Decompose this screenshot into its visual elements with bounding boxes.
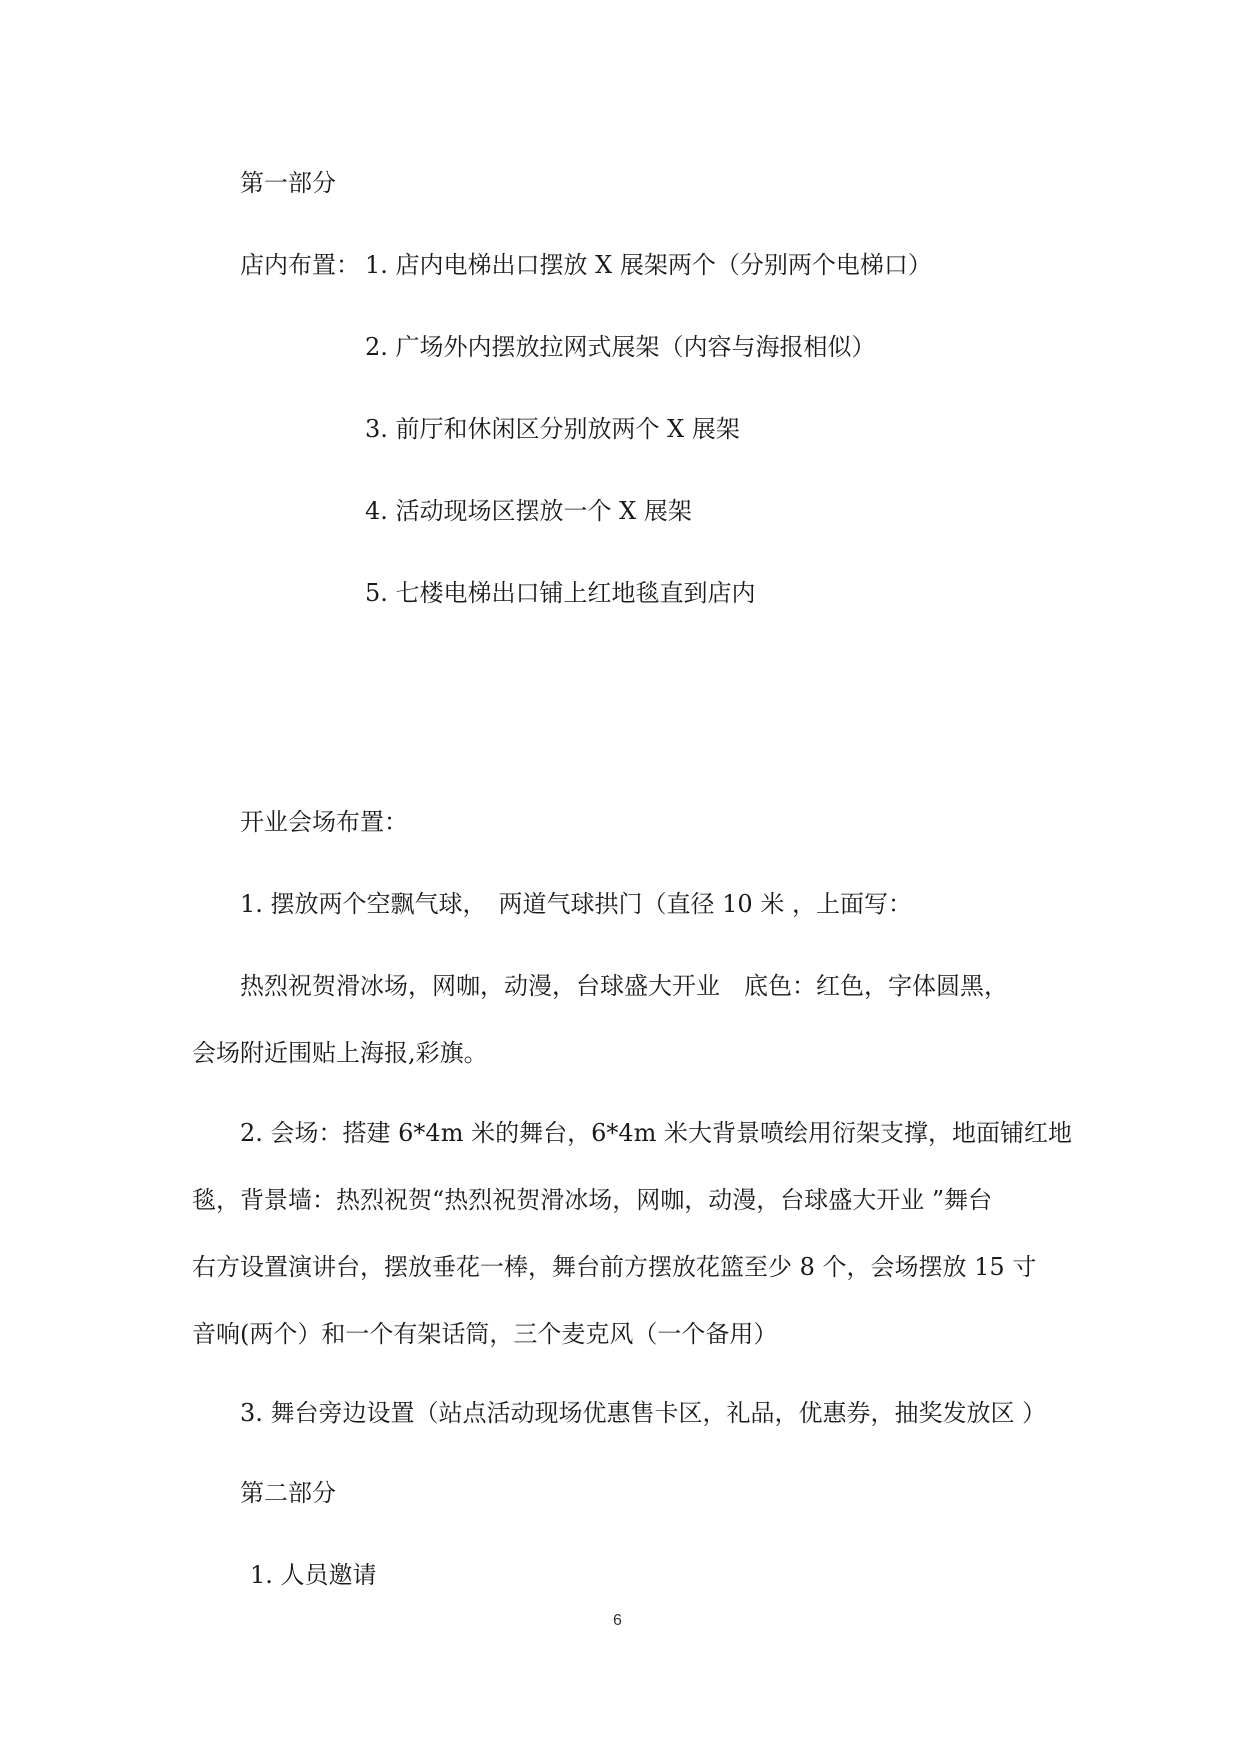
store-layout-item-2: 2. 广场外内摆放拉网式展架（内容与海报相似） (365, 333, 876, 361)
store-layout-item-3: 3. 前厅和休闲区分别放两个 X 展架 (365, 415, 740, 443)
venue-item-3-line-1: 3. 舞台旁边设置（站点活动现场优惠售卡区，礼品，优惠券，抽奖发放区 ） (240, 1399, 1047, 1427)
store-layout-item-1: 1. 店内电梯出口摆放 X 展架两个（分别两个电梯口） (365, 251, 932, 279)
venue-item-2-line-3: 右方设置演讲台，摆放垂花一棒，舞台前方摆放花篮至少 8 个，会场摆放 15 寸 (192, 1253, 1037, 1281)
venue-item-2-line-1: 2. 会场：搭建 6*4m 米的舞台，6*4m 米大背景喷绘用衍架支撑，地面铺红地 (240, 1119, 1073, 1147)
page-number: 6 (613, 1612, 622, 1629)
venue-item-1-line-1: 1. 摆放两个空飘气球， 两道气球拱门（直径 10 米 ，上面写： (240, 890, 912, 918)
venue-item-1-line-2: 热烈祝贺滑冰场，网咖，动漫，台球盛大开业 底色：红色，字体圆黑， (240, 972, 1008, 1000)
venue-item-1-line-3: 会场附近围贴上海报,彩旗。 (192, 1039, 488, 1067)
part2-heading: 第二部分 (240, 1479, 336, 1507)
venue-item-2-line-4: 音响(两个）和一个有架话筒，三个麦克风（一个备用） (192, 1320, 778, 1348)
store-layout-label: 店内布置： (240, 251, 360, 279)
venue-layout-heading: 开业会场布置： (240, 808, 408, 836)
venue-item-2-line-2: 毯，背景墙：热烈祝贺“热烈祝贺滑冰场，网咖，动漫，台球盛大开业 ”舞台 (192, 1186, 993, 1214)
part1-heading: 第一部分 (240, 169, 336, 197)
store-layout-item-4: 4. 活动现场区摆放一个 X 展架 (365, 497, 692, 525)
store-layout-item-5: 5. 七楼电梯出口铺上红地毯直到店内 (365, 579, 756, 607)
part2-item-1: 1. 人员邀请 (250, 1561, 377, 1589)
